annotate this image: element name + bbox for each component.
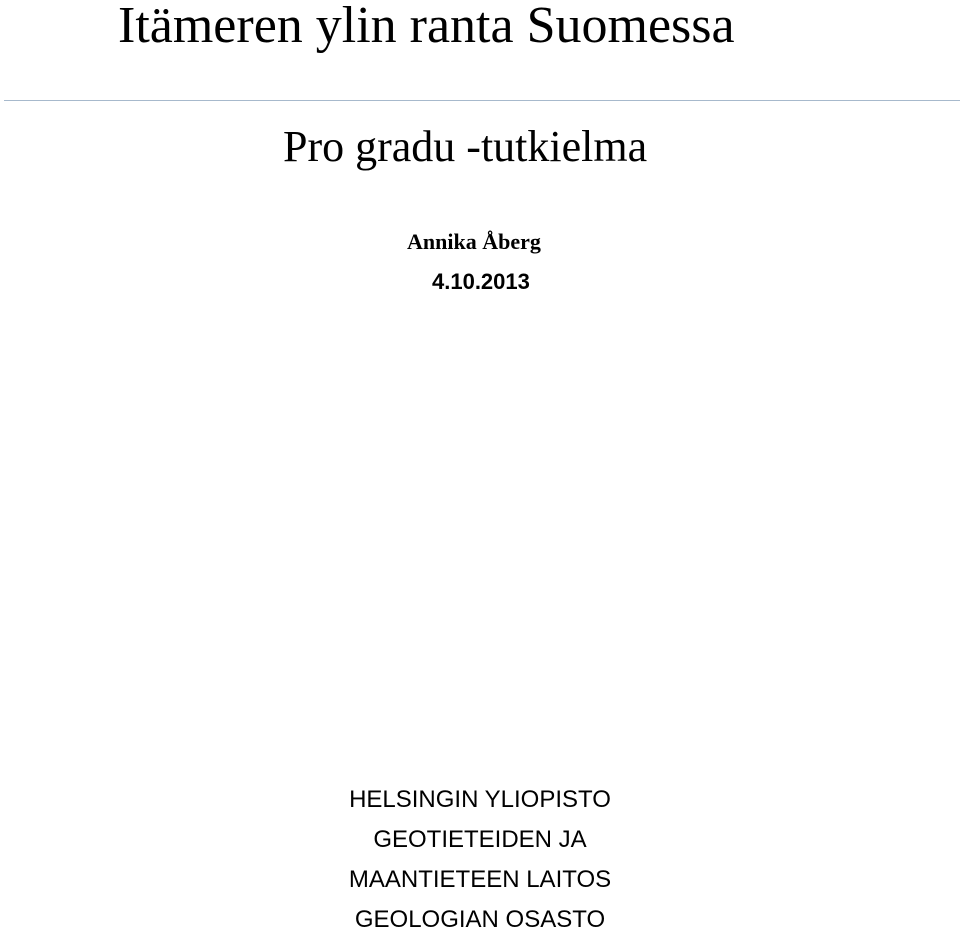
institution-line-department-1: GEOTIETEIDEN JA	[373, 826, 587, 853]
thesis-title: Itämeren ylin ranta Suomessa	[118, 0, 735, 54]
thesis-date: 4.10.2013	[432, 269, 530, 294]
institution-line-division: GEOLOGIAN OSASTO	[354, 906, 606, 933]
author-name: Annika Åberg	[407, 229, 541, 254]
institution-line-university: HELSINGIN YLIOPISTO	[349, 786, 611, 813]
title-divider	[4, 100, 960, 101]
institution-block	[0, 785, 960, 945]
thesis-subtitle: Pro gradu -tutkielma	[283, 122, 648, 171]
institution-line-department-2: MAANTIETEEN LAITOS	[348, 866, 612, 893]
